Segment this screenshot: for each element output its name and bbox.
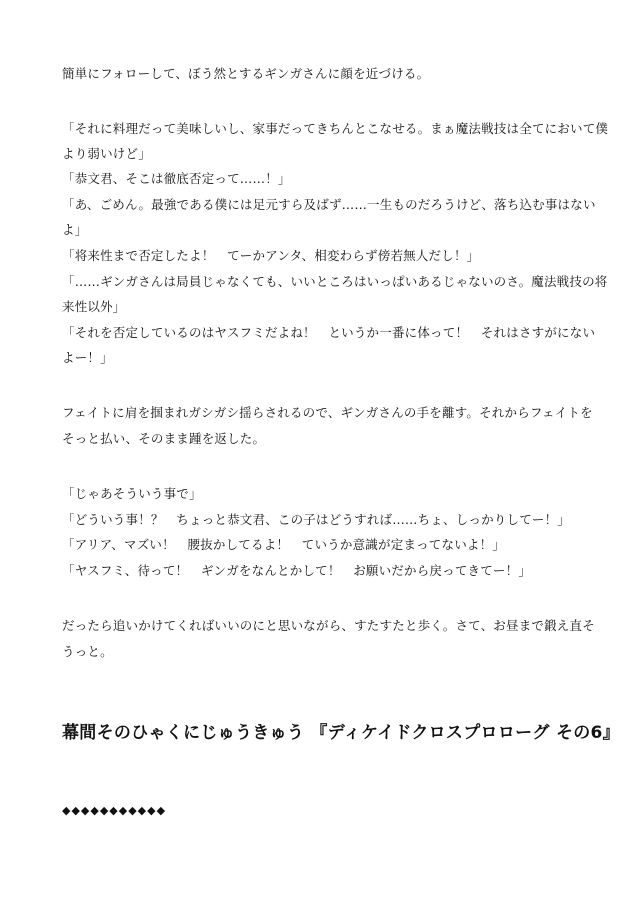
text-line: よー！」	[62, 350, 113, 365]
text-line: より弱いけど」	[62, 146, 151, 161]
text-line: 「恭文君、そこは徹底否定って……！」	[62, 171, 291, 186]
text-line: 「将来性まで否定したよ！ てーかアンタ、相変わらず傍若無人だし！」	[62, 248, 480, 263]
text-line: 来性以外」	[62, 299, 126, 314]
chapter-heading: 幕間そのひゃくにじゅうきゅう 『ディケイドクロスプロローグ その6』	[62, 723, 620, 743]
text-line: 「じゃあそういう事で」	[62, 486, 202, 501]
text-line: そっと払い、そのまま踵を返した。	[62, 431, 266, 446]
text-line: 「どういう事！？ ちょっと恭文君、この子はどうすれば……ちょ、しっかりしてー！」	[62, 512, 571, 527]
text-line: よ」	[62, 222, 88, 237]
text-line: 「ヤスフミ、待って！ ギンガをなんとかして！ お願いだから戻ってきてー！」	[62, 563, 532, 578]
text-line: うっと。	[62, 644, 113, 659]
text-line: 「あ、ごめん。最強である僕には足元すら及ばず……一生ものだろうけど、落ち込む事はない	[62, 197, 596, 212]
text-line: フェイトに肩を掴まれガシガシ揺らされるので、ギンガさんの手を離す。それからフェイトを	[62, 405, 593, 420]
text-line: だったら追いかけてくればいいのにと思いながら、すたすたと歩く。さて、お昼まで鍛え直そ	[62, 618, 595, 633]
text-line: 「アリア、マズい！ 腰抜かしてるよ！ ていうか意識が定まってないよ！」	[62, 537, 506, 552]
text-line: 簡単にフォローして、ぼう然とするギンガさんに顔を近づける。	[62, 66, 430, 81]
section-divider: ◆◆◆◆◆◆◆◆◆◆◆	[62, 804, 167, 817]
text-line: 「それに料理だって美味しいし、家事だってきちんとこなせる。まぁ魔法戦技は全てにおいて僕	[62, 121, 609, 136]
text-line: 「……ギンガさんは局員じゃなくても、いいところはいっぱいあるじゃないのさ。魔法戦技の将	[62, 274, 608, 289]
text-line: 「それを否定しているのはヤスフミだよね！ というか一番に体って！ それはさすがにない	[62, 325, 596, 340]
